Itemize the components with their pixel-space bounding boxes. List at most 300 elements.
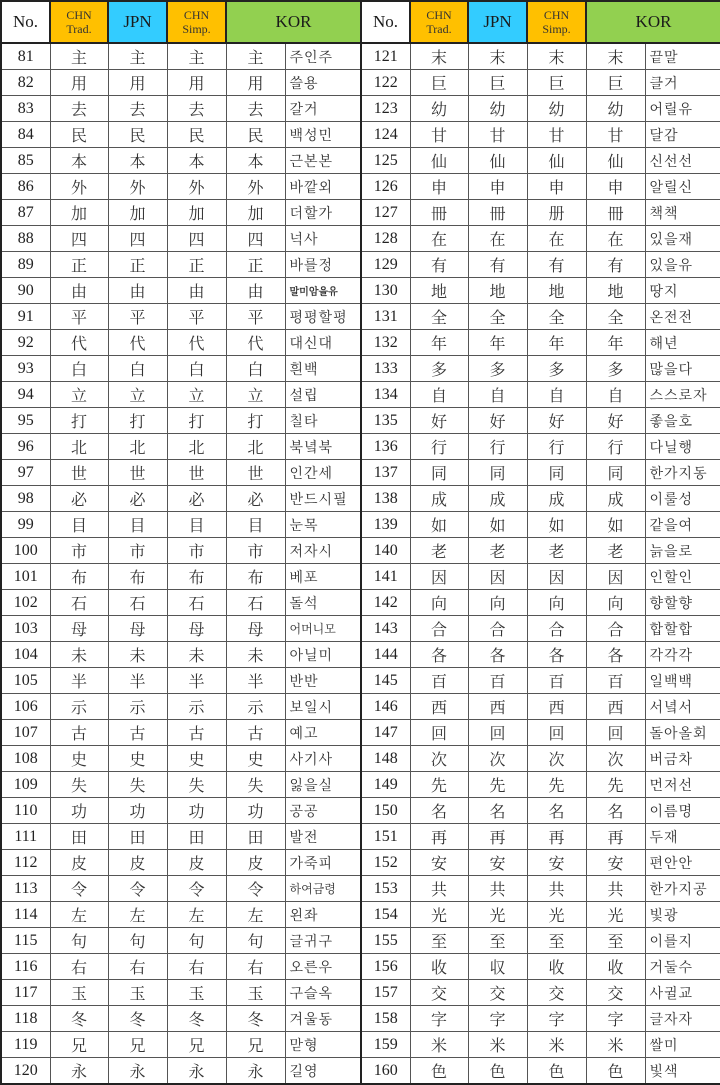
jpn-char: 未 xyxy=(108,642,167,668)
row-number: 137 xyxy=(361,460,410,486)
row-number: 102 xyxy=(1,590,50,616)
kor-meaning: 이룰성 xyxy=(645,486,720,512)
chn-simp-char: 句 xyxy=(167,928,226,954)
chn-simp-char: 兄 xyxy=(167,1032,226,1058)
chn-trad-char: 古 xyxy=(50,720,108,746)
row-number: 123 xyxy=(361,96,410,122)
table-row xyxy=(1,486,361,512)
row-number: 94 xyxy=(1,382,50,408)
chn-simp-char: 共 xyxy=(527,876,586,902)
kor-meaning: 넉사 xyxy=(285,226,361,252)
row-number: 146 xyxy=(361,694,410,720)
kor-meaning: 설립 xyxy=(285,382,361,408)
row-number: 128 xyxy=(361,226,410,252)
row-number: 142 xyxy=(361,590,410,616)
jpn-char: 共 xyxy=(468,876,527,902)
header-no: No. xyxy=(361,1,410,43)
jpn-char: 目 xyxy=(108,512,167,538)
chn-trad-char: 成 xyxy=(410,486,468,512)
chn-trad-char: 合 xyxy=(410,616,468,642)
header-chn-trad: CHN Trad. xyxy=(50,1,108,43)
kor-hanja-char: 成 xyxy=(586,486,645,512)
row-number: 120 xyxy=(1,1058,50,1085)
header-kor: KOR xyxy=(586,1,720,43)
row-number: 89 xyxy=(1,252,50,278)
chn-trad-char: 百 xyxy=(410,668,468,694)
chn-simp-char: 申 xyxy=(527,174,586,200)
table-row xyxy=(361,434,720,460)
row-number: 141 xyxy=(361,564,410,590)
table-row xyxy=(361,174,720,200)
chn-trad-char: 右 xyxy=(50,954,108,980)
chn-simp-char: 正 xyxy=(167,252,226,278)
chn-trad-char: 本 xyxy=(50,148,108,174)
chn-simp-char: 先 xyxy=(527,772,586,798)
jpn-char: 半 xyxy=(108,668,167,694)
jpn-char: 交 xyxy=(468,980,527,1006)
chn-trad-char: 多 xyxy=(410,356,468,382)
kor-meaning: 아닐미 xyxy=(285,642,361,668)
kor-meaning: 하여금령 xyxy=(285,876,361,902)
jpn-char: 回 xyxy=(468,720,527,746)
kor-hanja-char: 各 xyxy=(586,642,645,668)
kor-hanja-char: 地 xyxy=(586,278,645,304)
table-row xyxy=(1,980,361,1006)
kor-meaning: 편안안 xyxy=(645,850,720,876)
table-row xyxy=(1,408,361,434)
chn-trad-char: 交 xyxy=(410,980,468,1006)
jpn-char: 老 xyxy=(468,538,527,564)
kor-hanja-char: 必 xyxy=(226,486,285,512)
kor-meaning: 북녘북 xyxy=(285,434,361,460)
left-table-body xyxy=(1,43,361,1084)
kor-meaning: 알릴신 xyxy=(645,174,720,200)
kor-hanja-char: 兄 xyxy=(226,1032,285,1058)
header-no: No. xyxy=(1,1,50,43)
kor-hanja-char: 母 xyxy=(226,616,285,642)
row-number: 112 xyxy=(1,850,50,876)
row-number: 108 xyxy=(1,746,50,772)
chn-simp-char: 市 xyxy=(167,538,226,564)
row-number: 135 xyxy=(361,408,410,434)
row-number: 81 xyxy=(1,43,50,70)
row-number: 110 xyxy=(1,798,50,824)
jpn-char: 世 xyxy=(108,460,167,486)
table-row xyxy=(1,538,361,564)
kor-meaning: 인할인 xyxy=(645,564,720,590)
table-row xyxy=(1,642,361,668)
kor-hanja-char: 石 xyxy=(226,590,285,616)
kor-meaning: 두재 xyxy=(645,824,720,850)
chn-trad-char: 目 xyxy=(50,512,108,538)
chn-simp-char: 失 xyxy=(167,772,226,798)
kor-hanja-char: 史 xyxy=(226,746,285,772)
row-number: 107 xyxy=(1,720,50,746)
jpn-char: 因 xyxy=(468,564,527,590)
chn-simp-char: 世 xyxy=(167,460,226,486)
kor-hanja-char: 白 xyxy=(226,356,285,382)
table-row xyxy=(361,252,720,278)
chn-simp-char: 功 xyxy=(167,798,226,824)
chn-trad-char: 各 xyxy=(410,642,468,668)
chn-simp-char: 在 xyxy=(527,226,586,252)
chn-simp-char: 半 xyxy=(167,668,226,694)
chn-simp-char: 各 xyxy=(527,642,586,668)
kor-meaning: 서녘서 xyxy=(645,694,720,720)
chn-trad-char: 北 xyxy=(50,434,108,460)
table-row xyxy=(1,928,361,954)
header-chn-simp: CHN Simp. xyxy=(167,1,226,43)
row-number: 130 xyxy=(361,278,410,304)
table-row xyxy=(361,668,720,694)
chn-simp-char: 由 xyxy=(167,278,226,304)
kor-meaning: 칠타 xyxy=(285,408,361,434)
chn-simp-char: 再 xyxy=(527,824,586,850)
table-row xyxy=(1,1032,361,1058)
kor-hanja-char: 正 xyxy=(226,252,285,278)
kor-hanja-char: 冊 xyxy=(586,200,645,226)
chn-trad-char: 老 xyxy=(410,538,468,564)
jpn-char: 収 xyxy=(468,954,527,980)
table-row xyxy=(361,1006,720,1032)
kor-hanja-char: 去 xyxy=(226,96,285,122)
chn-simp-char: 打 xyxy=(167,408,226,434)
table-row xyxy=(361,278,720,304)
row-number: 160 xyxy=(361,1058,410,1085)
table-row xyxy=(1,304,361,330)
row-number: 124 xyxy=(361,122,410,148)
kor-hanja-char: 安 xyxy=(586,850,645,876)
kor-meaning: 오른우 xyxy=(285,954,361,980)
jpn-char: 色 xyxy=(468,1058,527,1085)
chn-simp-char: 未 xyxy=(167,642,226,668)
header-chn-simp: CHN Simp. xyxy=(527,1,586,43)
chn-trad-char: 兄 xyxy=(50,1032,108,1058)
table-row xyxy=(1,564,361,590)
kor-meaning: 주인주 xyxy=(285,43,361,70)
chn-trad-char: 巨 xyxy=(410,70,468,96)
table-row xyxy=(1,746,361,772)
table-row xyxy=(361,772,720,798)
chn-trad-char: 去 xyxy=(50,96,108,122)
jpn-char: 玉 xyxy=(108,980,167,1006)
row-number: 93 xyxy=(1,356,50,382)
row-number: 149 xyxy=(361,772,410,798)
table-row xyxy=(361,746,720,772)
jpn-char: 百 xyxy=(468,668,527,694)
table-row xyxy=(1,356,361,382)
chn-trad-char: 代 xyxy=(50,330,108,356)
chn-simp-char: 加 xyxy=(167,200,226,226)
chn-simp-char: 外 xyxy=(167,174,226,200)
jpn-char: 再 xyxy=(468,824,527,850)
row-number: 143 xyxy=(361,616,410,642)
table-row xyxy=(361,330,720,356)
kor-hanja-char: 示 xyxy=(226,694,285,720)
chn-trad-char: 永 xyxy=(50,1058,108,1085)
table-row xyxy=(1,460,361,486)
chn-trad-char: 同 xyxy=(410,460,468,486)
row-number: 136 xyxy=(361,434,410,460)
row-number: 116 xyxy=(1,954,50,980)
chn-simp-char: 因 xyxy=(527,564,586,590)
chn-trad-char: 年 xyxy=(410,330,468,356)
chn-simp-char: 老 xyxy=(527,538,586,564)
kor-meaning: 쌀미 xyxy=(645,1032,720,1058)
kor-meaning: 구슬옥 xyxy=(285,980,361,1006)
table-row xyxy=(1,694,361,720)
table-row xyxy=(1,850,361,876)
jpn-char: 四 xyxy=(108,226,167,252)
jpn-char: 各 xyxy=(468,642,527,668)
jpn-char: 同 xyxy=(468,460,527,486)
header-kor: KOR xyxy=(226,1,361,43)
chn-trad-char: 主 xyxy=(50,43,108,70)
chn-trad-char: 色 xyxy=(410,1058,468,1085)
chn-trad-char: 向 xyxy=(410,590,468,616)
table-row xyxy=(1,616,361,642)
chn-simp-char: 史 xyxy=(167,746,226,772)
chn-simp-char: 民 xyxy=(167,122,226,148)
jpn-char: 用 xyxy=(108,70,167,96)
chn-simp-char: 北 xyxy=(167,434,226,460)
jpn-char: 次 xyxy=(468,746,527,772)
kor-hanja-char: 同 xyxy=(586,460,645,486)
table-row xyxy=(1,876,361,902)
row-number: 127 xyxy=(361,200,410,226)
kor-meaning: 보일시 xyxy=(285,694,361,720)
jpn-char: 合 xyxy=(468,616,527,642)
chn-trad-char: 先 xyxy=(410,772,468,798)
row-number: 133 xyxy=(361,356,410,382)
jpn-char: 行 xyxy=(468,434,527,460)
table-row xyxy=(1,43,361,70)
kor-hanja-char: 古 xyxy=(226,720,285,746)
chn-trad-char: 白 xyxy=(50,356,108,382)
chn-simp-char: 色 xyxy=(527,1058,586,1085)
jpn-char: 平 xyxy=(108,304,167,330)
table-row xyxy=(1,902,361,928)
kor-hanja-char: 甘 xyxy=(586,122,645,148)
chn-simp-char: 合 xyxy=(527,616,586,642)
table-row xyxy=(361,798,720,824)
kor-hanja-char: 年 xyxy=(586,330,645,356)
table-row xyxy=(361,616,720,642)
kor-hanja-char: 市 xyxy=(226,538,285,564)
jpn-char: 市 xyxy=(108,538,167,564)
jpn-char: 失 xyxy=(108,772,167,798)
row-number: 154 xyxy=(361,902,410,928)
table-row xyxy=(361,720,720,746)
chn-trad-char: 布 xyxy=(50,564,108,590)
header-chn-trad: CHN Trad. xyxy=(410,1,468,43)
kor-meaning: 겨울동 xyxy=(285,1006,361,1032)
kor-meaning: 빛광 xyxy=(645,902,720,928)
chn-trad-char: 幼 xyxy=(410,96,468,122)
kor-hanja-char: 世 xyxy=(226,460,285,486)
kor-meaning: 예고 xyxy=(285,720,361,746)
table-row xyxy=(1,720,361,746)
chn-trad-char: 母 xyxy=(50,616,108,642)
row-number: 156 xyxy=(361,954,410,980)
chn-trad-char: 冊 xyxy=(410,200,468,226)
chn-trad-char: 加 xyxy=(50,200,108,226)
chn-simp-char: 同 xyxy=(527,460,586,486)
jpn-char: 必 xyxy=(108,486,167,512)
table-row xyxy=(1,954,361,980)
chn-simp-char: 字 xyxy=(527,1006,586,1032)
chn-simp-char: 多 xyxy=(527,356,586,382)
kor-hanja-char: 至 xyxy=(586,928,645,954)
kor-hanja-char: 末 xyxy=(586,43,645,70)
chn-simp-char: 石 xyxy=(167,590,226,616)
kor-hanja-char: 本 xyxy=(226,148,285,174)
kor-meaning: 글자자 xyxy=(645,1006,720,1032)
chn-simp-char: 安 xyxy=(527,850,586,876)
chn-trad-char: 米 xyxy=(410,1032,468,1058)
table-row xyxy=(361,200,720,226)
header-jpn: JPN xyxy=(108,1,167,43)
jpn-char: 永 xyxy=(108,1058,167,1085)
table-row xyxy=(1,590,361,616)
row-number: 96 xyxy=(1,434,50,460)
right-table-body xyxy=(361,43,720,1084)
kor-meaning: 어머니모 xyxy=(285,616,361,642)
kor-meaning: 흰백 xyxy=(285,356,361,382)
table-row xyxy=(1,174,361,200)
table-row xyxy=(361,954,720,980)
kor-meaning: 신선선 xyxy=(645,148,720,174)
chn-trad-char: 未 xyxy=(50,642,108,668)
kor-hanja-char: 田 xyxy=(226,824,285,850)
chn-trad-char: 用 xyxy=(50,70,108,96)
chn-trad-char: 打 xyxy=(50,408,108,434)
table-row xyxy=(1,772,361,798)
chn-simp-char: 百 xyxy=(527,668,586,694)
kor-hanja-char: 如 xyxy=(586,512,645,538)
chn-simp-char: 永 xyxy=(167,1058,226,1085)
kor-hanja-char: 光 xyxy=(586,902,645,928)
chn-simp-char: 收 xyxy=(527,954,586,980)
kor-meaning: 더할가 xyxy=(285,200,361,226)
row-number: 114 xyxy=(1,902,50,928)
kor-meaning: 가죽피 xyxy=(285,850,361,876)
chn-simp-char: 光 xyxy=(527,902,586,928)
table-row xyxy=(361,928,720,954)
chn-simp-char: 冬 xyxy=(167,1006,226,1032)
kor-hanja-char: 共 xyxy=(586,876,645,902)
kor-meaning: 근본본 xyxy=(285,148,361,174)
row-number: 99 xyxy=(1,512,50,538)
header-jpn: JPN xyxy=(468,1,527,43)
chn-trad-char: 在 xyxy=(410,226,468,252)
kor-hanja-char: 再 xyxy=(586,824,645,850)
table-row xyxy=(361,382,720,408)
kor-hanja-char: 代 xyxy=(226,330,285,356)
chn-simp-char: 向 xyxy=(527,590,586,616)
kor-meaning: 길영 xyxy=(285,1058,361,1085)
jpn-char: 皮 xyxy=(108,850,167,876)
table-row xyxy=(1,330,361,356)
chn-trad-char: 如 xyxy=(410,512,468,538)
row-number: 82 xyxy=(1,70,50,96)
chn-simp-char: 主 xyxy=(167,43,226,70)
row-number: 101 xyxy=(1,564,50,590)
row-number: 151 xyxy=(361,824,410,850)
kor-meaning: 쓸용 xyxy=(285,70,361,96)
kor-meaning: 맏형 xyxy=(285,1032,361,1058)
kor-meaning: 갈거 xyxy=(285,96,361,122)
chn-simp-char: 仙 xyxy=(527,148,586,174)
jpn-char: 甘 xyxy=(468,122,527,148)
jpn-char: 主 xyxy=(108,43,167,70)
chn-simp-char: 行 xyxy=(527,434,586,460)
kor-hanja-char: 未 xyxy=(226,642,285,668)
chn-simp-char: 田 xyxy=(167,824,226,850)
chn-trad-char: 左 xyxy=(50,902,108,928)
jpn-char: 本 xyxy=(108,148,167,174)
header-row xyxy=(1,1,361,43)
chn-trad-char: 半 xyxy=(50,668,108,694)
kor-meaning: 인간세 xyxy=(285,460,361,486)
kor-meaning: 한가지공 xyxy=(645,876,720,902)
kor-meaning: 한가지동 xyxy=(645,460,720,486)
chn-trad-char: 再 xyxy=(410,824,468,850)
table-row xyxy=(1,70,361,96)
jpn-char: 好 xyxy=(468,408,527,434)
chn-trad-char: 立 xyxy=(50,382,108,408)
jpn-char: 全 xyxy=(468,304,527,330)
row-number: 87 xyxy=(1,200,50,226)
chn-simp-char: 四 xyxy=(167,226,226,252)
table-row xyxy=(361,96,720,122)
jpn-char: 在 xyxy=(468,226,527,252)
table-row xyxy=(1,434,361,460)
kor-hanja-char: 玉 xyxy=(226,980,285,1006)
chn-trad-char: 因 xyxy=(410,564,468,590)
row-number: 88 xyxy=(1,226,50,252)
kor-hanja-char: 色 xyxy=(586,1058,645,1085)
row-number: 155 xyxy=(361,928,410,954)
table-row xyxy=(361,850,720,876)
kor-hanja-char: 巨 xyxy=(586,70,645,96)
kor-hanja-char: 功 xyxy=(226,798,285,824)
chn-simp-char: 代 xyxy=(167,330,226,356)
row-number: 159 xyxy=(361,1032,410,1058)
kor-meaning: 많을다 xyxy=(645,356,720,382)
chn-trad-char: 必 xyxy=(50,486,108,512)
kor-meaning: 있을유 xyxy=(645,252,720,278)
chn-simp-char: 本 xyxy=(167,148,226,174)
row-number: 85 xyxy=(1,148,50,174)
chn-trad-char: 田 xyxy=(50,824,108,850)
jpn-char: 立 xyxy=(108,382,167,408)
chn-simp-char: 去 xyxy=(167,96,226,122)
chn-trad-char: 失 xyxy=(50,772,108,798)
jpn-char: 石 xyxy=(108,590,167,616)
table-row xyxy=(361,902,720,928)
kor-meaning: 클거 xyxy=(645,70,720,96)
row-number: 92 xyxy=(1,330,50,356)
kor-meaning: 말미암을유 xyxy=(285,278,361,304)
kor-meaning: 해년 xyxy=(645,330,720,356)
row-number: 105 xyxy=(1,668,50,694)
table-row xyxy=(1,668,361,694)
table-row xyxy=(1,148,361,174)
kor-hanja-char: 米 xyxy=(586,1032,645,1058)
kor-hanja-char: 行 xyxy=(586,434,645,460)
kor-meaning: 눈목 xyxy=(285,512,361,538)
